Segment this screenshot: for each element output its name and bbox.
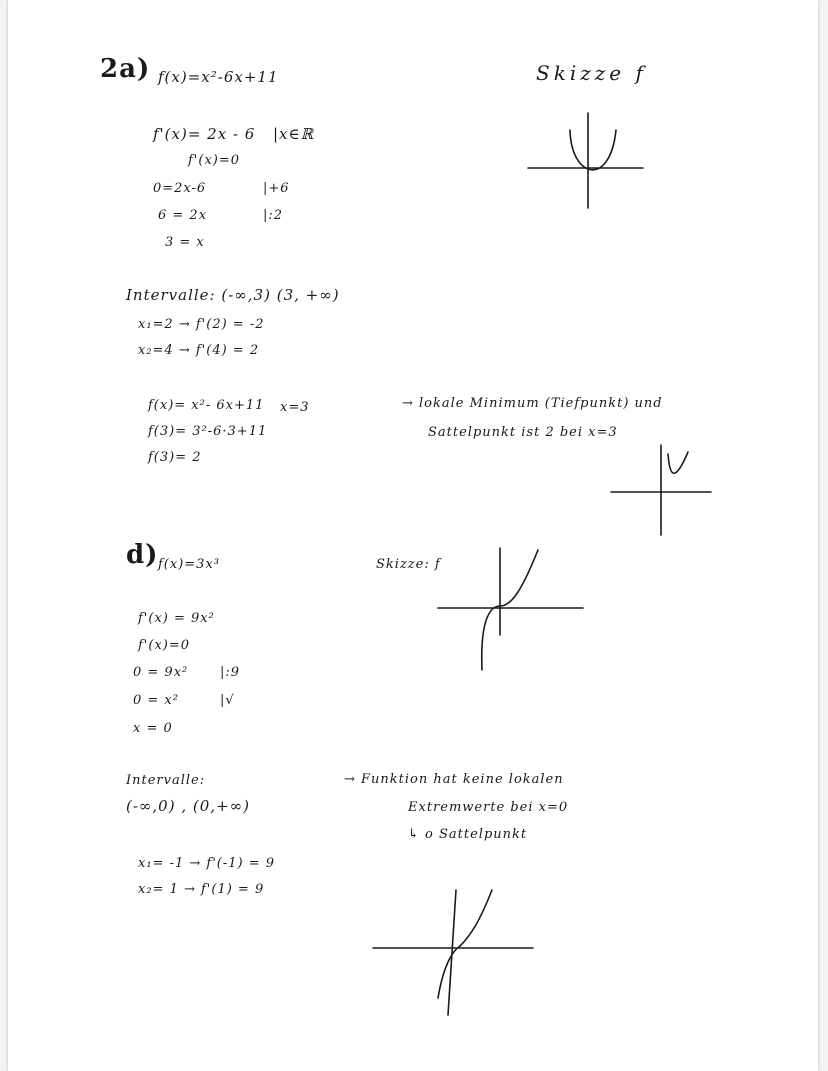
part-a-value1-note: x=3 <box>280 400 310 415</box>
part-a-conclusion-1: → lokale Minimum (Tiefpunkt) und <box>402 396 663 411</box>
part-d-conclusion-1: → Funktion hat keine lokalen <box>344 772 564 787</box>
part-d-origin-sketch <box>368 880 538 1020</box>
part-d-derivative: f'(x) = 9x² <box>138 611 215 626</box>
part-d-sketch-title: Skizze: f <box>376 557 441 572</box>
part-d-eq3: x = 0 <box>133 721 173 736</box>
part-d-label: d) <box>126 540 159 570</box>
part-d-conclusion-2: Extremwerte bei x=0 <box>408 800 569 815</box>
part-a-derivative: f'(x)= 2x - 6 <box>153 125 256 143</box>
part-d-condition: f'(x)=0 <box>138 638 191 653</box>
part-d-test1: x₁= -1 → f'(-1) = 9 <box>138 856 276 871</box>
part-a-eq3: 3 = x <box>165 235 205 250</box>
part-d-cubic-sketch <box>438 540 588 680</box>
part-a-label: 2a) <box>100 54 151 84</box>
sketch-curve <box>668 452 688 473</box>
part-a-sketch-title: Skizze f <box>536 61 647 85</box>
notebook-page <box>8 0 818 1071</box>
part-a-value1: f(x)= x²- 6x+11 <box>148 398 265 413</box>
part-a-condition: f'(x)=0 <box>188 153 241 168</box>
sketch-curve <box>482 550 538 670</box>
part-d-eq1-op: |:9 <box>220 665 241 680</box>
part-a-test1: x₁=2 → f'(2) = -2 <box>138 317 265 332</box>
part-a-eq1: 0=2x-6 <box>153 181 207 196</box>
part-a-domain-note: |x∈ℝ <box>273 125 315 143</box>
part-d-test2: x₂= 1 → f'(1) = 9 <box>138 882 265 897</box>
part-d-eq2-op: |√ <box>220 693 235 708</box>
part-a-function: f(x)=x²-6x+11 <box>158 68 279 86</box>
part-a-small-sketch <box>606 440 716 540</box>
sketch-y-axis <box>448 890 456 1015</box>
part-a-value3: f(3)= 2 <box>148 450 202 465</box>
part-d-function: f(x)=3x³ <box>158 557 220 572</box>
part-a-intervals: Intervalle: (-∞,3) (3, +∞) <box>126 286 340 304</box>
part-a-eq1-op: |+6 <box>263 181 290 196</box>
part-a-conclusion-2: Sattelpunkt ist 2 bei x=3 <box>428 425 618 440</box>
part-a-eq2: 6 = 2x <box>158 208 208 223</box>
part-a-eq2-op: |:2 <box>263 208 284 223</box>
part-d-eq1: 0 = 9x² <box>133 665 189 680</box>
part-d-conclusion-3: ↳ o Sattelpunkt <box>408 827 528 842</box>
sketch-curve <box>438 890 492 998</box>
part-a-value2: f(3)= 3²-6·3+11 <box>148 424 268 439</box>
part-d-intervals: (-∞,0) , (0,+∞) <box>126 797 250 815</box>
part-d-intervals-label: Intervalle: <box>126 773 206 788</box>
part-a-test2: x₂=4 → f'(4) = 2 <box>138 343 260 358</box>
part-d-eq2: 0 = x² <box>133 693 179 708</box>
part-a-parabola-sketch <box>518 108 658 218</box>
sketch-curve <box>570 130 616 170</box>
